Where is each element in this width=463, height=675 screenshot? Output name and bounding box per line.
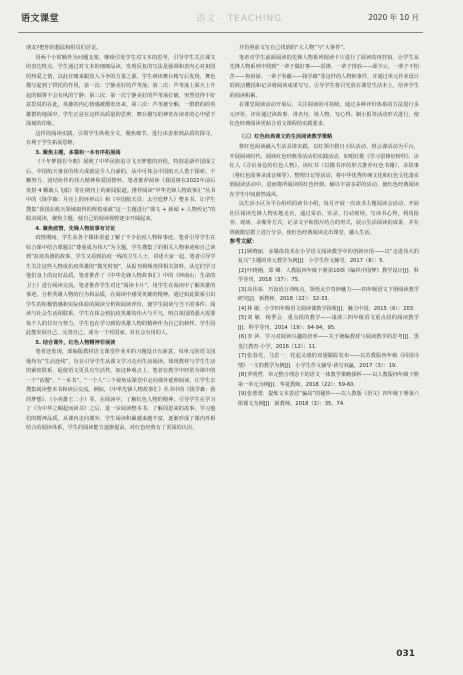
reference-number: [7] (238, 353, 247, 359)
header-date: 2020 年 10 月 (368, 13, 419, 22)
reference-number: [1] (238, 248, 247, 255)
header-watermark: 语文 · TEACHING (196, 14, 283, 24)
reference-item (230, 248, 420, 267)
reference-number: [9] (238, 391, 247, 397)
reference-text: 林 敏．小学四年级语文阅读课教学探析[J]．魅力中国，2015（6）：203. (247, 305, 415, 312)
body-paragraph: 并仿照前文写自己找到的“大人物”与“大事件”。 (238, 45, 349, 51)
reference-number: [6] (238, 334, 247, 340)
left-column (26, 44, 216, 645)
body-paragraph: 《千年梦圆在今朝》展现了中华民族追寻飞天梦想的历程，特别是新中国成立后，中国航天事业的伟大成就是令人自豪的，从中可体会中国航天人勇于探索、不懈努力、团结协作的伟大精神和爱国情怀。笔者推荐阅读《我国将在2022年前后发射 4 颗载人飞船》等在期刊上的新闻报道。推荐阅读“中华先锋人物故事汇”丛书中的《钱学森：月亮上的环形山》和《中国航天员：太空追梦人》整本书。让学生搜集“我国在航天领域取得的辉煌成就”这一主题进行“课文 + 新闻 + 人物传记”的联动阅读，聚焦主题，使自己的阅读视野逐步开阔起来。 (26, 159, 216, 222)
body-paragraph: 笔者对学生前面阅读的先锋人物系列阅读卡片进行了阅读的再挂钩，让学生从先锋人物系列中找到“一辈子做好事——雷锋、一辈子排放——邱少云、一辈子不怕苦——焦裕禄、一辈子奉献——钱学森”等这样的人物和事件，并通过单元作业设计的简洁概括和记录将阅读成果写写，引导学生将目光放在课堂生活本上，培养学生的阅读积累。 (229, 54, 419, 99)
section-heading: 5. 结合课外，红色人物精神非展读 (35, 339, 116, 346)
reference-number: [4] (238, 305, 247, 312)
reference-text: 刘 敏．杨季会．重点段的教学——浅谈三四年级语文重点段的阅读教学[J]．科学导刊，2014（19）：94-94，95. (237, 315, 419, 331)
reference-text: 张蕾蕾．提炼文本表达“骗局”的秘钞——以人教版《语文》四年级下册第六组课文为例[J]．新教师，2018（3）：35，74. (237, 391, 419, 407)
body-paragraph: 这样的阅读实践，引领学生纵观全文，聚焦细节，进行由表象到品质的探寻，有利于学生拓展思维。 (26, 130, 216, 146)
reference-number: [8] (238, 372, 247, 378)
reference-item (230, 371, 420, 390)
reference-item (230, 333, 420, 352)
section-heading: 4. 聚焦疫情，先锋人物故事有讨论 (35, 225, 116, 232)
reference-text: 李 萍．学习对阅读兴趣的培养——关于统编教材与阅读教学的思考[J]．黑龙江教育·小学，2016（12）：11. (237, 334, 419, 350)
reference-item (230, 286, 420, 305)
body-paragraph: 朋友?把你的想法和组员们讨论。 (26, 45, 102, 51)
body-paragraph: 笔者还发现，部编版教材语文课堂作业本的习题设计有新意，每单元的语文园地均有“生活连线”，旨在引导学生从课文学习走向生活阅读。体现教材与学生生活的紧密联系，促使语文更具有生活性。如这种观点上，笔者在教学中经常为课中的一个“话题”、“一本书”、“一个人”三个视角从课堂中走向课外延伸阅读。让学生去搜集阅读整本书和读后交流。例如，《中华先锋人物故事汇》丛书中的《钱学森：我的梦想》、《小英雄王二小》等。在阅读中，了解红色人物的精神。引导学生在学习了《为中华之崛起而读书》之后，进一步阅读整本书，了解周恩来的故事，学习他们的精神品质。从课内走向课外，学生阅读积累越来越丰富，逐渐形成了课内外相结合的阅读体系，学生的阅读能力逐渐提高，对红色经典有了更深的认识。 (26, 349, 216, 431)
body-paragraph: 在课堂阅读活动开展后，关注阅读的可持续，通过多种评价体系的方法进行多元评价，评价通过读故事、讲名句、谈人物、写心得、制小报等活动形式进行，使红色经典阅读更贴合语文课程的实践要求。 (229, 102, 419, 127)
reference-item (230, 352, 420, 371)
right-column (230, 44, 420, 645)
reference-number: [5] (238, 315, 247, 321)
reference-text: 顾晓丽．多媒体技术在小学语文阅读教学中的创新应用——以“走进伟大的复兴”主题的单元教学为例[J]．小学生作文辅导，2017（8）：5. (237, 248, 419, 264)
header-section-title: 语文课堂 (21, 14, 60, 24)
subsection-heading: （三）红色经典课文的生活阅读教学策略 (238, 133, 333, 140)
reference-text: 罗明哲．单元整合理念下的语文一体教学策略探析——以人教版四年级下册第一单元为例[J]．华夏教师，2018（22）：59-60. (237, 372, 419, 388)
body-paragraph: 以生活小区为平台组织的读书小组，每月开展一次读书主题阅读会活动，开展社区阅读先锋人物实地走访，通过采访、实录、行动现场、写读书心得，利用报刊、现场、录像等方式，记录文字和图片结合的形式，展示生活阅读的成果，并在班级微信群上进行分享，使红色经典阅读走出课堂、融入生活。 (229, 201, 419, 236)
reference-item (230, 267, 420, 286)
reference-number: [3] (238, 286, 247, 293)
header-divider (18, 32, 423, 33)
article-body (26, 44, 419, 645)
body-paragraph: 疫情期间，学生从各个媒体渠道了解了不少抗疫人物和事迹。笔者引导学生在综合课中结合课题以“尊重成为伟大”为主题，学生搜集了的相关人物事迹和自己读到“抗疫英雄的故事，学生又看到抗疫一线的卫生人士，讲述大家一起。笔者引导学生关注这些人物或抗疫英雄的“微光时刻”，从报刊视频查找相关资料。从它们学习他们身上的良好品质。笔者推荐了《中华先锋人物故事汇》中的《钟南山：生命的卫士》进行阅读交流，笔者推荐学生对比“阅读卡片”，用学生在阅读中了解英雄的事迹、分析英雄人物的行为和品质，在阅读中感受英雄的精神。通过如此联系引出学生的积极情感和实际体验的阅读分析和阅读评价，使学生阅读与当下的事件、阅读与社会生活相联系，学生在体会到抗疫英雄的伟大与平凡，明白祖国的强大需要每个人的付出与努力。学生也在学习到的英雄人物的精神作为自己的榜样。学生因此能发展自己、完善自己，成为一个对国家、对社会有用的人。 (26, 235, 216, 336)
page-header (0, 0, 463, 34)
references-title: 参考文献： (229, 239, 258, 245)
reference-text: 叶晓刚，郑 卿．人教版四年级下册第10课《编织中国梦》教学设计[J]．科学导刊，2018（37）：75. (237, 267, 419, 283)
reference-text: 张春光，马思一．托起灵感的双翅跟踪发布——以苏教版四年级《回园诗情》一文的教学为例[J]．小学生作文辅导·读写双赢，2017（3）：19. (237, 353, 419, 369)
section-heading: 3. 聚焦主题，多篇和一本有序拓展阅 (35, 149, 121, 156)
reference-item (230, 390, 420, 409)
reference-number: [2] (238, 267, 247, 274)
reference-item (230, 305, 420, 315)
reference-item (230, 314, 420, 333)
reference-text: 高伟荣．巧设语言训练点，领悟太空奇妙魅力——四年级语文下册阅读教学研究[J]．新教师，2018（22）：32-33. (237, 286, 419, 302)
body-paragraph: 将红色阅读融入生活具体实践，以红领巾假日小队活动、班会课活动为平台，开展阅读时代、阅读红色经典等活动的实践活动，如唱红歌《学习雷锋好榜样》、访红人《寻访身边的红色人物》、读红书（以微书评的形式推荐红色书籍）、录故事（将红色故事录成音频等）、整理日记等活动，将中华优秀传统文化和红色文化落实到阅读活动中。进而将所阅读的红色经典，辅以丰富多彩的活动，使红色经典阅读在学生中间蔚然成风。 (229, 144, 419, 198)
page-number: 031 (396, 649, 415, 659)
body-paragraph: 用两个小时额外为问题支架，继续引发学生对文本的思考，引导学生关注课文的表达特点。学生通过对文本的细细品读，发现反复的写法是强调和表内心对祖国的热爱之情，以此在赌来跟放入斗争的力量之源。学生研读舞台精写后发现，舞色描写起到了烘托的作用，第一次：宁静美好的芦苇荡；第二次：芦苇荡上面天上升起的烟雾不会有风的宁静；第三次：第一次宁静美好的芦苇荡打破，突然觉得不好意思说的在此。英雄的内心情感被激发出来。第三次：芦苇被分解，一群群的的英雄群的地面中。学生正是在这样高质量的思辨，舞台描写的神奇在读者的心中留下深刻的印象。 (26, 54, 216, 127)
